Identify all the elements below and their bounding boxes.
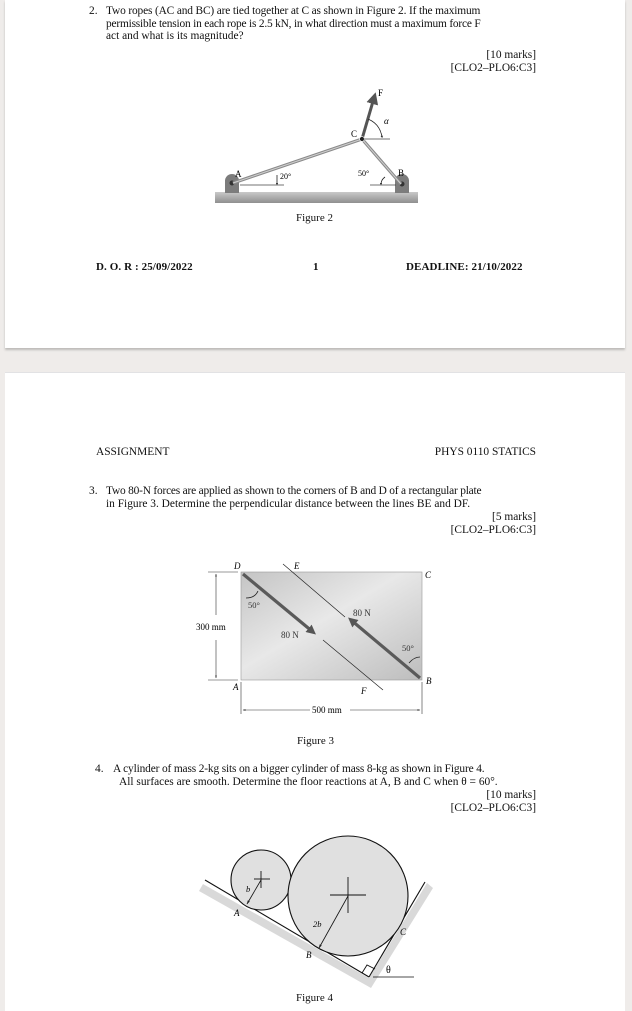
label-alpha: α <box>384 116 389 126</box>
label-f: F <box>378 88 384 98</box>
date-of-release: D. O. R : 25/09/2022 <box>96 261 193 273</box>
clo-label: [CLO2–PLO6:C3] <box>450 62 536 74</box>
question-number: 3. <box>89 485 98 497</box>
question-text-line: A cylinder of mass 2-kg sits on a bigger cylinder of mass 8-kg as shown in Figure 4. <box>113 763 485 775</box>
figure-3-caption: Figure 3 <box>297 735 334 747</box>
question-text-line: in Figure 3. Determine the perpendicular distance between the lines BE and DF. <box>106 497 471 510</box>
header-course: PHYS 0110 STATICS <box>434 446 536 458</box>
question-text-line: Two ropes (AC and BC) are tied together at C as shown in Figure 2. If the maximum <box>106 5 481 17</box>
svg-text:E: E <box>294 561 300 571</box>
marks-label: [10 marks] <box>486 789 536 801</box>
question-text-line: permissible tension in each rope is 2.5 kN, in what direction must a maximum force F <box>106 17 481 30</box>
clo-label: [CLO2–PLO6:C3] <box>450 524 536 536</box>
clo-label: [CLO2–PLO6:C3] <box>450 802 536 814</box>
marks-label: [5 marks] <box>492 511 536 523</box>
header-assignment: ASSIGNMENT <box>96 446 170 458</box>
deadline: DEADLINE: 21/10/2022 <box>406 261 523 273</box>
question-text-line: act and what is its magnitude? <box>106 30 244 43</box>
svg-text:A: A <box>233 682 239 692</box>
svg-text:B: B <box>426 676 432 686</box>
svg-text:50°: 50° <box>402 643 414 653</box>
question-text-line: All surfaces are smooth. Determine the floor reactions at A, B and C when θ = 60°. <box>119 775 498 788</box>
svg-text:C: C <box>425 570 432 580</box>
label-a: A <box>235 169 242 179</box>
question-text-line: Two 80-N forces are applied as shown to the corners of B and D of a rectangular plate <box>106 485 482 497</box>
question-number: 4. <box>95 763 104 775</box>
svg-text:80 N: 80 N <box>281 630 299 640</box>
svg-text:θ: θ <box>386 965 391 976</box>
svg-text:A: A <box>234 908 240 918</box>
page-number: 1 <box>313 261 319 273</box>
svg-text:C: C <box>400 927 407 937</box>
question-number: 2. <box>89 5 98 17</box>
svg-text:F: F <box>361 686 367 696</box>
label-b: B <box>398 168 405 178</box>
label-c: C <box>351 129 358 139</box>
figure-2-caption: Figure 2 <box>296 212 333 224</box>
svg-text:80 N: 80 N <box>353 608 371 618</box>
svg-text:500 mm: 500 mm <box>312 705 342 715</box>
svg-text:300 mm: 300 mm <box>196 622 226 632</box>
svg-text:b: b <box>246 884 251 894</box>
svg-text:D: D <box>234 561 241 571</box>
label-angle-20: 20° <box>280 172 292 181</box>
marks-label: [10 marks] <box>486 49 536 61</box>
svg-text:B: B <box>306 950 312 960</box>
svg-text:2b: 2b <box>313 919 322 929</box>
svg-text:50°: 50° <box>248 600 260 610</box>
label-angle-50: 50° <box>358 169 370 178</box>
figure-4-caption: Figure 4 <box>296 992 333 1004</box>
